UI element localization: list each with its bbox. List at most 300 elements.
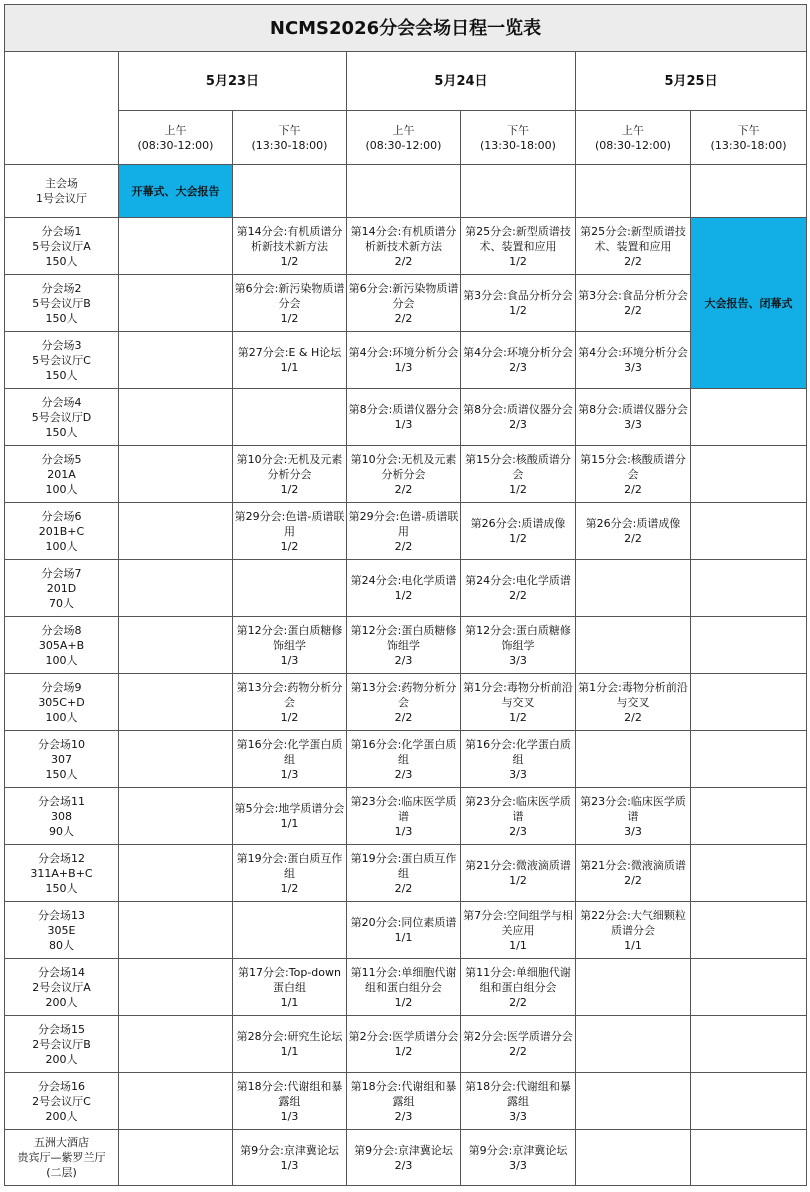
venue-line: 305C+D [38, 695, 85, 709]
empty-cell [233, 165, 347, 218]
table-row [5, 1073, 807, 1130]
session-cell [233, 1016, 347, 1073]
session-part: 2/2 [509, 589, 527, 602]
session-name: 第12分会:蛋白质糖修饰组学 [236, 623, 343, 652]
table-row [5, 218, 807, 275]
session-part: 1/1 [280, 995, 299, 1009]
session-name: 第3分会:食品分析分会 [578, 289, 688, 302]
session-cell [461, 275, 576, 332]
session-part: 3/3 [624, 418, 642, 431]
table-row [5, 332, 807, 389]
venue-cell [5, 617, 119, 674]
venue-line: 5号会议厅D [31, 410, 92, 424]
half-day-label: 下午 [507, 123, 529, 137]
session-cell [233, 275, 347, 332]
session-cell [347, 731, 461, 788]
day-header-2: 5月24日 [347, 52, 576, 111]
venue-line: 1号会议厅 [36, 192, 87, 205]
session-part: 1/2 [280, 311, 299, 325]
venue-line: 100人 [45, 539, 78, 553]
session-name: 第19分会:蛋白质互作组 [350, 851, 457, 880]
session-name: 第6分会:新污染物质谱分会 [348, 281, 459, 310]
half-day-time: (13:30-18:00) [251, 138, 328, 152]
session-part: 2/2 [509, 1045, 527, 1058]
session-cell [347, 560, 461, 617]
session-cell [347, 1016, 461, 1073]
venue-line: 分会场5 [41, 452, 82, 466]
half-day-header [576, 111, 691, 165]
session-part: 1/2 [509, 254, 527, 268]
empty-cell [691, 959, 807, 1016]
session-name: 第11分会:单细胞代谢组和蛋白组分会 [350, 965, 457, 994]
venue-line: 2号会议厅A [32, 980, 91, 994]
half-day-label: 上午 [622, 123, 644, 137]
empty-cell [576, 959, 691, 1016]
venue-line: 100人 [45, 653, 78, 667]
session-part: 1/2 [509, 482, 527, 496]
venue-line: 分会场8 [41, 623, 82, 637]
session-name: 第9分会:京津冀论坛 [468, 1143, 568, 1157]
empty-cell [119, 1073, 233, 1130]
venue-line: 分会场12 [38, 851, 85, 865]
empty-cell [119, 560, 233, 617]
table-row [5, 1016, 807, 1073]
empty-cell [691, 674, 807, 731]
session-name: 第10分会:无机及元素分析分会 [350, 452, 457, 481]
venue-cell [5, 674, 119, 731]
session-name: 第15分会:核酸质谱分会 [580, 452, 686, 481]
session-part: 1/1 [280, 817, 299, 830]
session-part: 2/2 [624, 710, 642, 724]
session-cell [347, 389, 461, 446]
session-name: 第1分会:毒物分析前沿与交叉 [463, 680, 573, 709]
venue-cell [5, 218, 119, 275]
session-cell [461, 332, 576, 389]
session-cell [576, 218, 691, 275]
empty-cell [233, 902, 347, 959]
session-name: 第3分会:食品分析分会 [463, 289, 573, 302]
session-cell [347, 674, 461, 731]
session-cell [461, 218, 576, 275]
session-part: 3/3 [624, 361, 642, 374]
session-cell [461, 617, 576, 674]
session-part: 1/2 [509, 710, 527, 724]
session-name: 第16分会:化学蛋白质组 [236, 737, 343, 766]
venue-line: 分会场9 [41, 680, 82, 694]
session-cell [461, 389, 576, 446]
session-part: 1/1 [509, 938, 527, 952]
half-day-time: (08:30-12:00) [365, 138, 442, 152]
session-part: 2/3 [509, 418, 527, 431]
venue-line: 分会场15 [38, 1022, 85, 1036]
session-name: 第13分会:药物分析分会 [350, 680, 457, 709]
session-name: 第8分会:质谱仪器分会 [463, 403, 573, 416]
venue-line: 201B+C [38, 524, 85, 538]
session-cell [233, 731, 347, 788]
venue-line: 150人 [45, 767, 78, 781]
session-part: 1/2 [394, 589, 413, 602]
session-cell [576, 332, 691, 389]
session-name: 第12分会:蛋白质糖修饰组学 [350, 623, 457, 652]
session-part: 1/1 [394, 931, 413, 944]
session-part: 2/2 [624, 254, 642, 268]
venue-line: 分会场6 [41, 509, 82, 523]
session-cell [233, 674, 347, 731]
session-part: 2/2 [624, 482, 642, 496]
session-part: 1/2 [394, 995, 413, 1009]
session-name: 第23分会:临床医学质谱 [580, 794, 686, 823]
table-row [5, 503, 807, 560]
session-cell [347, 503, 461, 560]
session-cell [347, 959, 461, 1016]
session-name: 第16分会:化学蛋白质组 [350, 737, 457, 766]
session-cell [576, 503, 691, 560]
venue-cell [5, 332, 119, 389]
venue-line: 150人 [45, 425, 78, 439]
session-name: 第21分会:微液滴质谱 [580, 859, 686, 872]
session-cell [347, 617, 461, 674]
session-part: 1/1 [280, 1045, 299, 1058]
session-name: 第4分会:环境分析分会 [348, 346, 459, 359]
empty-cell [119, 959, 233, 1016]
empty-cell [347, 165, 461, 218]
session-cell [576, 674, 691, 731]
venue-cell [5, 446, 119, 503]
session-name: 第17分会:Top-down蛋白组 [238, 965, 341, 994]
session-name: 第23分会:临床医学质谱 [350, 794, 457, 823]
empty-cell [119, 1016, 233, 1073]
venue-line: 分会场14 [38, 965, 85, 979]
venue-cell [5, 503, 119, 560]
empty-cell [691, 845, 807, 902]
session-part: 2/3 [509, 361, 527, 374]
day-header-1: 5月23日 [119, 52, 347, 111]
venue-cell [5, 275, 119, 332]
session-name: 第26分会:质谱成像 [470, 517, 566, 530]
venue-line: 70人 [49, 596, 74, 610]
schedule-table [4, 4, 807, 1186]
venue-line: 分会场16 [38, 1079, 85, 1093]
session-part: 2/2 [624, 304, 642, 317]
session-cell [233, 1073, 347, 1130]
venue-line: 分会场13 [38, 908, 85, 922]
half-day-label: 下午 [278, 123, 301, 137]
session-part: 1/2 [394, 1045, 413, 1058]
venue-line: 311A+B+C [30, 866, 93, 880]
session-cell [347, 275, 461, 332]
half-day-time: (13:30-18:00) [710, 138, 787, 152]
session-part: 1/2 [509, 532, 527, 545]
session-part: 1/2 [280, 710, 299, 724]
session-cell [347, 332, 461, 389]
venue-line: 分会场11 [38, 794, 85, 808]
session-cell [233, 959, 347, 1016]
session-part: 2/3 [509, 824, 527, 838]
empty-cell [691, 560, 807, 617]
table-row [5, 560, 807, 617]
empty-cell [119, 731, 233, 788]
session-name: 第19分会:蛋白质互作组 [236, 851, 343, 880]
session-part: 1/2 [280, 881, 299, 895]
session-part: 1/1 [280, 361, 299, 374]
session-name: 第1分会:毒物分析前沿与交叉 [578, 680, 688, 709]
session-name: 第27分会:E & H论坛 [237, 346, 342, 359]
venue-line: 5号会议厅B [32, 296, 91, 310]
session-part: 1/2 [509, 304, 527, 317]
session-part: 2/2 [394, 254, 413, 268]
venue-line: 分会场1 [41, 224, 82, 238]
day-header-3: 5月25日 [576, 52, 807, 111]
empty-cell [119, 446, 233, 503]
empty-cell [691, 446, 807, 503]
session-name: 第29分会:色谱-质谱联用 [234, 509, 345, 538]
session-part: 1/3 [394, 418, 413, 431]
session-name: 第11分会:单细胞代谢组和蛋白组分会 [465, 965, 571, 994]
session-cell [576, 845, 691, 902]
session-part: 3/3 [509, 1158, 527, 1172]
session-part: 2/2 [624, 874, 642, 887]
session-cell [461, 959, 576, 1016]
session-cell [347, 1073, 461, 1130]
session-name: 第22分会:大气细颗粒质谱分会 [580, 908, 686, 937]
venue-line: 201D [46, 581, 77, 595]
venue-line: 贵宾厅—紫罗兰厅 [17, 1151, 106, 1164]
session-name: 第29分会:色谱-质谱联用 [348, 509, 459, 538]
session-cell [461, 902, 576, 959]
corner-cell [5, 52, 119, 165]
empty-cell [119, 902, 233, 959]
table-row [5, 788, 807, 845]
session-name: 第6分会:新污染物质谱分会 [234, 281, 345, 310]
venue-line: 200人 [45, 1109, 78, 1123]
session-part: 1/3 [280, 1158, 299, 1172]
session-cell [233, 788, 347, 845]
venue-line: 150人 [45, 368, 78, 382]
venue-line: 5号会议厅A [32, 239, 91, 253]
table-row [5, 731, 807, 788]
session-name: 第12分会:蛋白质糖修饰组学 [465, 623, 571, 652]
venue-cell [5, 1073, 119, 1130]
table-row [5, 446, 807, 503]
session-part: 3/3 [509, 653, 527, 667]
empty-cell [233, 389, 347, 446]
session-cell [461, 788, 576, 845]
table-row [5, 902, 807, 959]
half-day-header [119, 111, 233, 165]
empty-cell [119, 1130, 233, 1186]
session-part: 1/3 [280, 1109, 299, 1123]
empty-cell [233, 560, 347, 617]
session-part: 3/3 [509, 1109, 527, 1123]
session-cell [233, 446, 347, 503]
empty-cell [691, 731, 807, 788]
session-cell [347, 845, 461, 902]
session-part: 2/2 [394, 311, 413, 325]
session-part: 3/3 [509, 767, 527, 781]
session-name: 第26分会:质谱成像 [585, 517, 681, 530]
closing-session-cell: 大会报告、闭幕式 [691, 218, 807, 389]
session-name: 第24分会:电化学质谱 [350, 574, 457, 587]
session-part: 1/3 [280, 653, 299, 667]
session-cell [233, 845, 347, 902]
venue-cell [5, 902, 119, 959]
venue-cell [5, 788, 119, 845]
session-part: 1/2 [280, 539, 299, 553]
session-name: 第4分会:环境分析分会 [578, 346, 688, 359]
session-name: 第9分会:京津冀论坛 [240, 1143, 339, 1157]
table-row [5, 1130, 807, 1186]
empty-cell [119, 617, 233, 674]
venue-cell [5, 389, 119, 446]
session-part: 1/1 [624, 938, 642, 952]
venue-cell [5, 1130, 119, 1186]
half-day-label: 上午 [392, 123, 415, 137]
venue-cell [5, 731, 119, 788]
session-part: 3/3 [624, 824, 642, 838]
venue-line: 分会场3 [41, 338, 82, 352]
session-part: 2/3 [394, 653, 413, 667]
venue-cell [5, 959, 119, 1016]
session-name: 第18分会:代谢组和暴露组 [350, 1079, 457, 1108]
venue-line: 200人 [45, 1052, 78, 1066]
venue-line: 308 [51, 809, 72, 823]
session-cell [233, 617, 347, 674]
session-cell [347, 788, 461, 845]
empty-cell [691, 1130, 807, 1186]
session-name: 第18分会:代谢组和暴露组 [465, 1079, 571, 1108]
session-part: 1/2 [509, 874, 527, 887]
venue-line: 307 [51, 752, 72, 766]
venue-line: 分会场4 [41, 395, 82, 409]
session-cell [461, 1016, 576, 1073]
empty-cell [576, 165, 691, 218]
venue-line: 150人 [45, 254, 78, 268]
session-name: 第25分会:新型质谱技术、装置和应用 [465, 224, 571, 253]
empty-cell [691, 165, 807, 218]
session-name: 第24分会:电化学质谱 [465, 574, 571, 587]
empty-cell [691, 1016, 807, 1073]
session-name: 第8分会:质谱仪器分会 [578, 403, 688, 416]
venue-cell [5, 165, 119, 218]
session-name: 第25分会:新型质谱技术、装置和应用 [580, 224, 686, 253]
empty-cell [119, 332, 233, 389]
session-cell [347, 446, 461, 503]
venue-line: 100人 [45, 710, 78, 724]
empty-cell [119, 389, 233, 446]
table-row [5, 389, 807, 446]
empty-cell [691, 503, 807, 560]
session-part: 1/2 [280, 482, 299, 496]
half-day-header [233, 111, 347, 165]
venue-line: 201A [47, 467, 76, 481]
venue-line: 150人 [45, 881, 78, 895]
empty-cell [119, 845, 233, 902]
session-name: 第2分会:医学质谱分会 [463, 1030, 573, 1043]
session-cell [347, 1130, 461, 1186]
session-cell [461, 503, 576, 560]
empty-cell [576, 560, 691, 617]
opening-session-cell: 开幕式、大会报告 [119, 165, 233, 218]
venue-line: 100人 [45, 482, 78, 496]
table-row [5, 617, 807, 674]
half-day-label: 下午 [737, 123, 760, 137]
half-day-header [347, 111, 461, 165]
session-name: 第14分会:有机质谱分析新技术新方法 [236, 224, 343, 253]
half-day-header [461, 111, 576, 165]
empty-cell [691, 902, 807, 959]
session-name: 第20分会:同位素质谱 [350, 916, 457, 929]
empty-cell [119, 674, 233, 731]
session-name: 第28分会:研究生论坛 [236, 1030, 343, 1043]
venue-cell [5, 560, 119, 617]
session-name: 第8分会:质谱仪器分会 [348, 403, 459, 416]
session-cell [576, 389, 691, 446]
session-name: 第21分会:微液滴质谱 [465, 859, 571, 872]
session-cell [576, 446, 691, 503]
empty-cell [576, 731, 691, 788]
venue-line: 五洲大酒店 [34, 1136, 89, 1149]
session-name: 第10分会:无机及元素分析分会 [236, 452, 343, 481]
venue-line: 主会场 [45, 177, 78, 190]
table-row [5, 959, 807, 1016]
session-part: 2/3 [394, 767, 413, 781]
empty-cell [119, 275, 233, 332]
session-cell [461, 560, 576, 617]
empty-cell [576, 1016, 691, 1073]
session-cell [233, 332, 347, 389]
session-cell [576, 275, 691, 332]
session-part: 1/2 [280, 254, 299, 268]
session-part: 1/3 [394, 361, 413, 374]
session-cell [461, 674, 576, 731]
session-part: 1/3 [280, 767, 299, 781]
session-part: 1/3 [394, 824, 413, 838]
session-name: 第13分会:药物分析分会 [236, 680, 343, 709]
session-cell [461, 1130, 576, 1186]
empty-cell [119, 788, 233, 845]
empty-cell [576, 1130, 691, 1186]
venue-line: 90人 [49, 824, 74, 838]
session-name: 第4分会:环境分析分会 [463, 346, 573, 359]
session-cell [576, 902, 691, 959]
session-cell [461, 446, 576, 503]
venue-line: 80人 [49, 938, 74, 952]
session-name: 第18分会:代谢组和暴露组 [236, 1079, 343, 1108]
empty-cell [119, 218, 233, 275]
half-day-time: (13:30-18:00) [480, 138, 556, 152]
session-name: 第2分会:医学质谱分会 [348, 1030, 459, 1043]
empty-cell [691, 389, 807, 446]
table-row [5, 275, 807, 332]
table-row [5, 845, 807, 902]
page-title: NCMS2026分会会场日程一览表 [5, 5, 807, 52]
venue-cell [5, 1016, 119, 1073]
session-part: 2/2 [394, 539, 413, 553]
session-part: 2/2 [394, 710, 413, 724]
session-cell [347, 218, 461, 275]
empty-cell [691, 617, 807, 674]
session-cell [233, 218, 347, 275]
session-cell [461, 845, 576, 902]
venue-line: 150人 [45, 311, 78, 325]
session-part: 2/2 [509, 995, 527, 1009]
empty-cell [691, 788, 807, 845]
venue-line: (二层) [46, 1166, 77, 1179]
venue-line: 305A+B [38, 638, 85, 652]
empty-cell [576, 617, 691, 674]
session-name: 第5分会:地学质谱分会 [234, 802, 345, 815]
table-row [5, 165, 807, 218]
